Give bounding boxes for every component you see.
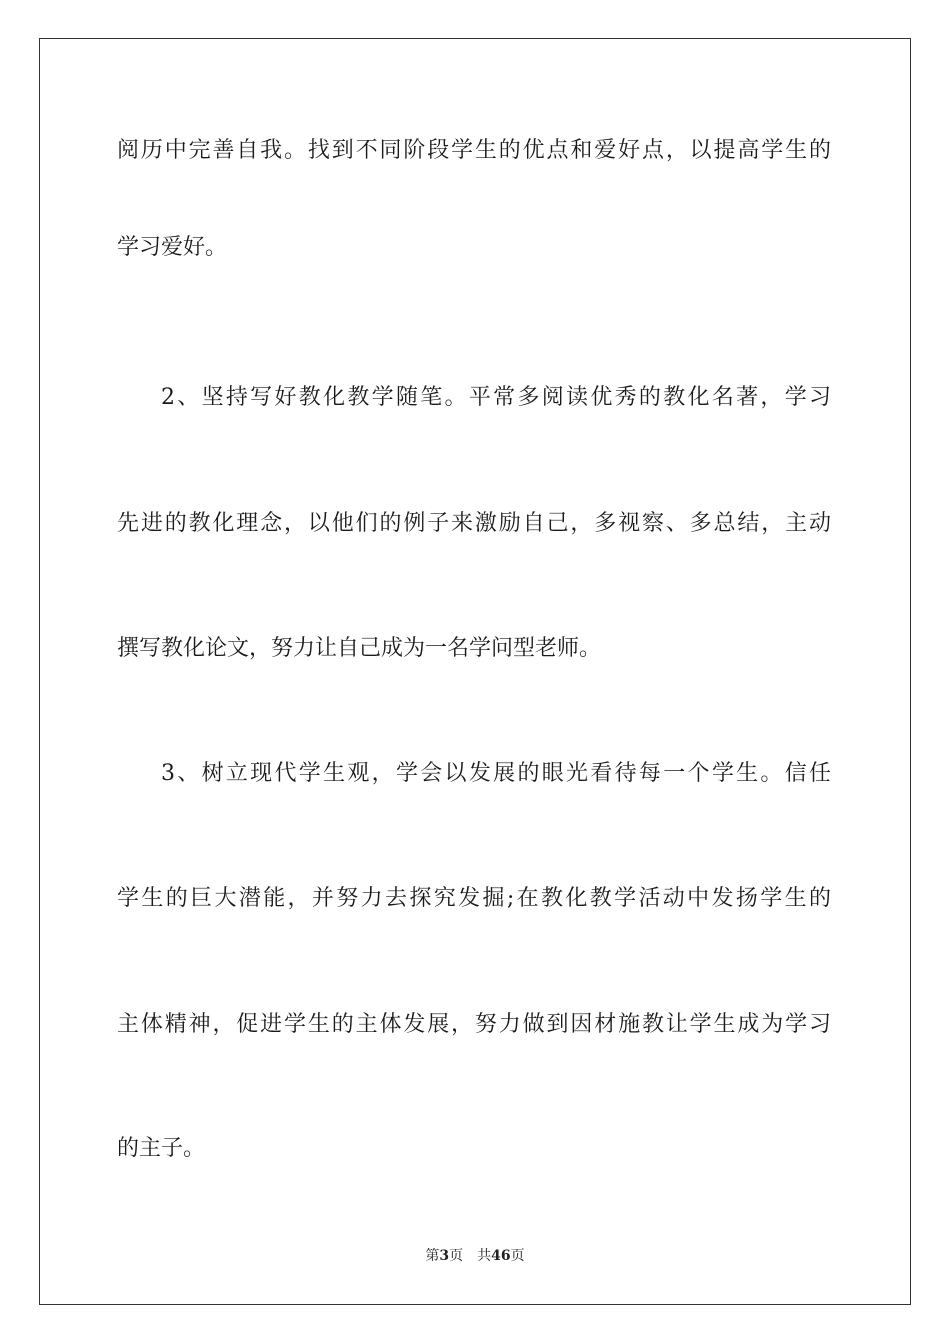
text-line-2: 学习爱好。 — [117, 235, 228, 260]
footer-page-prefix: 第 — [425, 1248, 440, 1264]
text-line-6: 3、树立现代学生观，学会以发展的眼光看待每一个学生。信任 — [161, 761, 831, 786]
text-line-3: 2、坚持写好教化教学随笔。平常多阅读优秀的教化名著，学习 — [161, 385, 831, 410]
text-line-7: 学生的巨大潜能，并努力去探究发掘;在教化教学活动中发扬学生的 — [117, 886, 831, 911]
page-border — [39, 38, 911, 1305]
footer-total-pages: 46 — [491, 1248, 511, 1264]
footer-total-prefix: 共 — [477, 1248, 492, 1264]
text-line-4: 先进的教化理念，以他们的例子来激励自己，多视察、多总结，主动 — [117, 511, 831, 536]
footer-total-suffix: 页 — [510, 1248, 525, 1264]
footer-page-number: 3 — [439, 1248, 450, 1264]
text-line-8: 主体精神，促进学生的主体发展，努力做到因材施教让学生成为学习 — [117, 1012, 831, 1037]
page-footer — [0, 1246, 950, 1266]
text-line-1: 阅历中完善自我。找到不同阶段学生的优点和爱好点，以提高学生的 — [117, 138, 831, 163]
footer-page-suffix: 页 — [449, 1248, 464, 1264]
text-line-9: 的主子。 — [117, 1136, 206, 1161]
text-line-5: 撰写教化论文，努力让自己成为一名学问型老师。 — [117, 636, 602, 661]
